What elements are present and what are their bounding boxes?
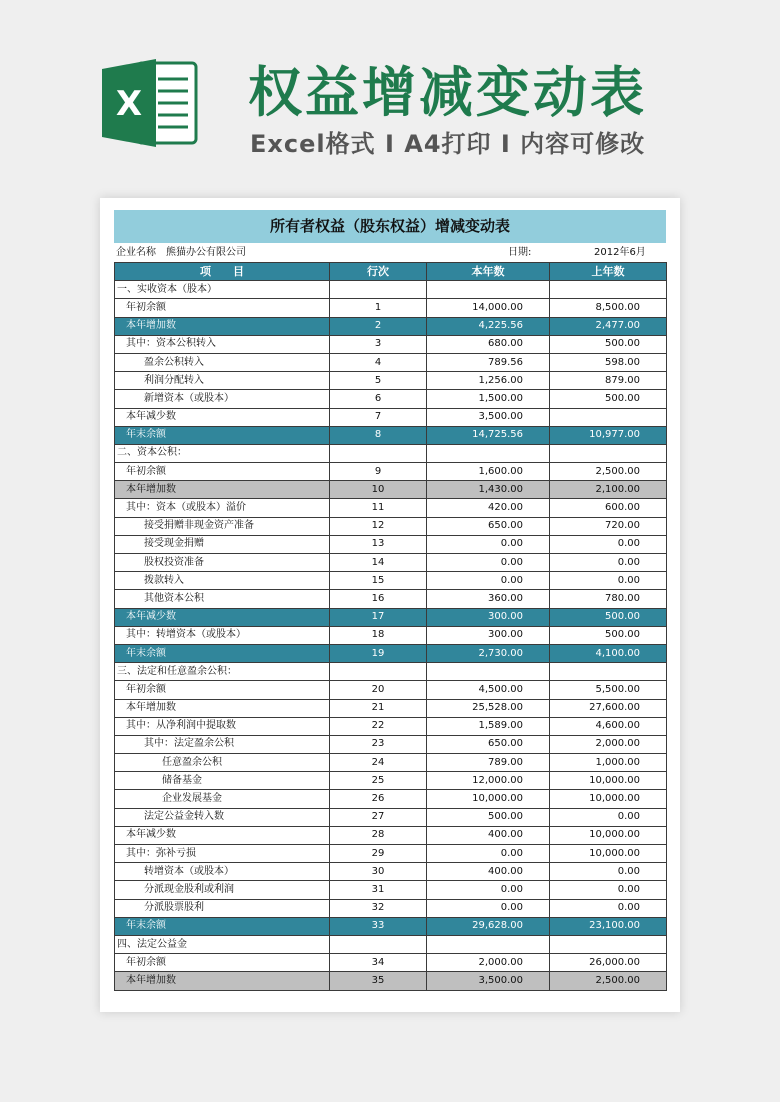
row-item-cell[interactable]: 年初余额: [115, 681, 330, 699]
row-current-cell[interactable]: 500.00: [427, 808, 550, 826]
row-previous-cell[interactable]: 8,500.00: [550, 299, 667, 317]
row-previous-cell[interactable]: 0.00: [550, 881, 667, 899]
logo-letter: X: [115, 84, 143, 124]
table-row: [115, 463, 667, 481]
table-row: [115, 517, 667, 535]
date-label: 日期:: [508, 247, 532, 258]
table-row: [115, 972, 667, 990]
row-current-cell[interactable]: 650.00: [427, 735, 550, 753]
row-previous-cell[interactable]: 0.00: [550, 863, 667, 881]
row-line-cell[interactable]: 18: [330, 626, 427, 644]
row-current-cell[interactable]: 300.00: [427, 608, 550, 626]
row-line-cell[interactable]: 25: [330, 772, 427, 790]
row-current-cell[interactable]: 4,225.56: [427, 317, 550, 335]
row-previous-cell[interactable]: 0.00: [550, 572, 667, 590]
row-current-cell[interactable]: 300.00: [427, 626, 550, 644]
row-line-cell[interactable]: 1: [330, 299, 427, 317]
row-current-cell[interactable]: 680.00: [427, 335, 550, 353]
row-line-cell[interactable]: 19: [330, 644, 427, 662]
row-previous-cell[interactable]: 2,000.00: [550, 735, 667, 753]
row-line-cell[interactable]: 22: [330, 717, 427, 735]
row-current-cell[interactable]: 1,600.00: [427, 463, 550, 481]
row-current-cell[interactable]: 1,589.00: [427, 717, 550, 735]
row-current-cell[interactable]: 25,528.00: [427, 699, 550, 717]
row-line-cell[interactable]: 27: [330, 808, 427, 826]
row-current-cell[interactable]: 0.00: [427, 535, 550, 553]
row-line-cell[interactable]: [330, 281, 427, 299]
row-line-cell[interactable]: 26: [330, 790, 427, 808]
row-previous-cell[interactable]: 2,477.00: [550, 317, 667, 335]
row-item-cell[interactable]: 接受捐赠非现金资产准备: [115, 517, 330, 535]
row-line-cell[interactable]: 10: [330, 481, 427, 499]
row-item-cell[interactable]: 拨款转入: [115, 572, 330, 590]
table-row: [115, 426, 667, 444]
row-previous-cell[interactable]: 500.00: [550, 390, 667, 408]
table-row: [115, 954, 667, 972]
row-item-cell[interactable]: 年初余额: [115, 299, 330, 317]
row-line-cell[interactable]: 30: [330, 863, 427, 881]
row-current-cell[interactable]: 400.00: [427, 863, 550, 881]
table-row: [115, 590, 667, 608]
table-row: [115, 735, 667, 753]
row-previous-cell[interactable]: [550, 663, 667, 681]
col-header-previous: 上年数: [550, 263, 667, 281]
table-row: [115, 681, 667, 699]
table-row: [115, 863, 667, 881]
row-previous-cell[interactable]: 26,000.00: [550, 954, 667, 972]
table-row: [115, 299, 667, 317]
row-previous-cell[interactable]: [550, 444, 667, 462]
row-line-cell[interactable]: 14: [330, 554, 427, 572]
table-row: [115, 481, 667, 499]
row-previous-cell[interactable]: 23,100.00: [550, 917, 667, 935]
row-previous-cell[interactable]: 879.00: [550, 372, 667, 390]
row-line-cell[interactable]: 31: [330, 881, 427, 899]
row-current-cell[interactable]: 1,500.00: [427, 390, 550, 408]
row-line-cell[interactable]: 34: [330, 954, 427, 972]
row-previous-cell[interactable]: 4,100.00: [550, 644, 667, 662]
row-item-cell[interactable]: 分派现金股利或利润: [115, 881, 330, 899]
table-row: [115, 444, 667, 462]
row-item-cell[interactable]: 三、法定和任意盈余公积：: [115, 663, 330, 681]
date-value: 2012年6月: [594, 247, 646, 258]
row-current-cell[interactable]: 0.00: [427, 554, 550, 572]
table-row: [115, 663, 667, 681]
row-line-cell[interactable]: 6: [330, 390, 427, 408]
table-row: [115, 499, 667, 517]
table-row: [115, 772, 667, 790]
row-line-cell[interactable]: 21: [330, 699, 427, 717]
row-previous-cell[interactable]: 0.00: [550, 554, 667, 572]
row-line-cell[interactable]: 7: [330, 408, 427, 426]
row-item-cell[interactable]: 股权投资准备: [115, 554, 330, 572]
row-item-cell[interactable]: 年初余额: [115, 463, 330, 481]
row-item-cell[interactable]: 接受现金捐赠: [115, 535, 330, 553]
sheet-meta: [114, 244, 666, 262]
row-line-cell[interactable]: 13: [330, 535, 427, 553]
row-current-cell[interactable]: 12,000.00: [427, 772, 550, 790]
row-previous-cell[interactable]: 5,500.00: [550, 681, 667, 699]
row-item-cell[interactable]: 其中：资本公积转入: [115, 335, 330, 353]
row-item-cell[interactable]: 储备基金: [115, 772, 330, 790]
row-item-cell[interactable]: 年末余额: [115, 426, 330, 444]
row-previous-cell[interactable]: [550, 408, 667, 426]
row-current-cell[interactable]: 2,730.00: [427, 644, 550, 662]
row-line-cell[interactable]: 29: [330, 845, 427, 863]
table-header-row: [115, 263, 667, 281]
col-header-line: 行次: [330, 263, 427, 281]
table-row: [115, 845, 667, 863]
row-current-cell[interactable]: 1,256.00: [427, 372, 550, 390]
table-row: [115, 644, 667, 662]
company-label: 企业名称: [116, 247, 156, 258]
row-line-cell[interactable]: 16: [330, 590, 427, 608]
row-current-cell[interactable]: 789.00: [427, 754, 550, 772]
row-item-cell[interactable]: 本年减少数: [115, 608, 330, 626]
table-row: [115, 554, 667, 572]
table-row: [115, 699, 667, 717]
row-item-cell[interactable]: 其中：法定盈余公积: [115, 735, 330, 753]
row-item-cell[interactable]: 本年增加数: [115, 699, 330, 717]
row-previous-cell[interactable]: 598.00: [550, 353, 667, 371]
table-row: [115, 717, 667, 735]
row-item-cell[interactable]: 其中：资本（或股本）溢价: [115, 499, 330, 517]
row-item-cell[interactable]: 其中：从净利润中提取数: [115, 717, 330, 735]
row-item-cell[interactable]: 本年减少数: [115, 826, 330, 844]
table-row: [115, 335, 667, 353]
row-previous-cell[interactable]: 10,977.00: [550, 426, 667, 444]
row-item-cell[interactable]: 任意盈余公积: [115, 754, 330, 772]
row-previous-cell[interactable]: 2,500.00: [550, 972, 667, 990]
table-row: [115, 281, 667, 299]
row-current-cell[interactable]: [427, 935, 550, 953]
table-row: [115, 935, 667, 953]
page-header: [0, 0, 780, 200]
table-row: [115, 535, 667, 553]
row-current-cell[interactable]: 0.00: [427, 572, 550, 590]
row-previous-cell[interactable]: 780.00: [550, 590, 667, 608]
row-current-cell[interactable]: 29,628.00: [427, 917, 550, 935]
table-row: [115, 317, 667, 335]
row-current-cell[interactable]: 360.00: [427, 590, 550, 608]
row-item-cell[interactable]: 利润分配转入: [115, 372, 330, 390]
col-header-current: 本年数: [427, 263, 550, 281]
table-row: [115, 390, 667, 408]
row-current-cell[interactable]: 650.00: [427, 517, 550, 535]
row-line-cell[interactable]: 35: [330, 972, 427, 990]
row-item-cell[interactable]: 本年增加数: [115, 481, 330, 499]
page-subtitle: Excel格式 Ⅰ A4打印 Ⅰ 内容可修改: [250, 130, 646, 158]
row-item-cell[interactable]: 分派股票股利: [115, 899, 330, 917]
row-item-cell[interactable]: 四、法定公益金: [115, 935, 330, 953]
row-current-cell[interactable]: 1,430.00: [427, 481, 550, 499]
table-row: [115, 754, 667, 772]
row-previous-cell[interactable]: 10,000.00: [550, 772, 667, 790]
row-current-cell[interactable]: 2,000.00: [427, 954, 550, 972]
row-line-cell[interactable]: 2: [330, 317, 427, 335]
row-item-cell[interactable]: 新增资本（或股本）: [115, 390, 330, 408]
row-previous-cell[interactable]: [550, 281, 667, 299]
row-line-cell[interactable]: [330, 663, 427, 681]
row-line-cell[interactable]: 15: [330, 572, 427, 590]
row-current-cell[interactable]: 420.00: [427, 499, 550, 517]
row-line-cell[interactable]: 32: [330, 899, 427, 917]
row-item-cell[interactable]: 企业发展基金: [115, 790, 330, 808]
row-line-cell[interactable]: 28: [330, 826, 427, 844]
row-previous-cell[interactable]: 600.00: [550, 499, 667, 517]
table-row: [115, 808, 667, 826]
row-item-cell[interactable]: 一、实收资本（股本）: [115, 281, 330, 299]
table-row: [115, 572, 667, 590]
sheet-title: 所有者权益（股东权益）增减变动表: [114, 210, 666, 243]
table-row: [115, 608, 667, 626]
excel-logo-icon: [100, 55, 200, 150]
row-previous-cell[interactable]: 2,100.00: [550, 481, 667, 499]
row-previous-cell[interactable]: 720.00: [550, 517, 667, 535]
row-previous-cell[interactable]: 10,000.00: [550, 845, 667, 863]
col-header-item: 项 目: [115, 263, 330, 281]
spreadsheet: [100, 198, 680, 1012]
row-previous-cell[interactable]: 500.00: [550, 626, 667, 644]
table-row: [115, 826, 667, 844]
table-row: [115, 353, 667, 371]
row-item-cell[interactable]: 年末余额: [115, 917, 330, 935]
row-line-cell[interactable]: 5: [330, 372, 427, 390]
row-line-cell[interactable]: 3: [330, 335, 427, 353]
row-current-cell[interactable]: 14,000.00: [427, 299, 550, 317]
row-current-cell[interactable]: 400.00: [427, 826, 550, 844]
table-body: [115, 281, 667, 990]
row-item-cell[interactable]: 盈余公积转入: [115, 353, 330, 371]
row-current-cell[interactable]: 0.00: [427, 881, 550, 899]
row-current-cell[interactable]: 3,500.00: [427, 972, 550, 990]
table-row: [115, 917, 667, 935]
table-row: [115, 372, 667, 390]
row-line-cell[interactable]: 20: [330, 681, 427, 699]
row-item-cell[interactable]: 本年增加数: [115, 317, 330, 335]
row-item-cell[interactable]: 年末余额: [115, 644, 330, 662]
row-line-cell[interactable]: 17: [330, 608, 427, 626]
row-previous-cell[interactable]: 0.00: [550, 535, 667, 553]
row-current-cell[interactable]: [427, 444, 550, 462]
row-current-cell[interactable]: 10,000.00: [427, 790, 550, 808]
row-current-cell[interactable]: [427, 663, 550, 681]
row-previous-cell[interactable]: 1,000.00: [550, 754, 667, 772]
row-previous-cell[interactable]: 500.00: [550, 608, 667, 626]
row-previous-cell[interactable]: 0.00: [550, 899, 667, 917]
equity-table: [114, 262, 667, 991]
row-current-cell[interactable]: 789.56: [427, 353, 550, 371]
row-line-cell[interactable]: 8: [330, 426, 427, 444]
table-row: [115, 881, 667, 899]
row-line-cell[interactable]: 11: [330, 499, 427, 517]
row-current-cell[interactable]: 0.00: [427, 899, 550, 917]
row-item-cell[interactable]: 其他资本公积: [115, 590, 330, 608]
row-item-cell[interactable]: 本年减少数: [115, 408, 330, 426]
row-previous-cell[interactable]: 27,600.00: [550, 699, 667, 717]
row-item-cell[interactable]: 本年增加数: [115, 972, 330, 990]
table-row: [115, 408, 667, 426]
row-previous-cell[interactable]: 4,600.00: [550, 717, 667, 735]
row-current-cell[interactable]: 14,725.56: [427, 426, 550, 444]
page-title: 权益增减变动表: [248, 61, 647, 124]
row-current-cell[interactable]: 3,500.00: [427, 408, 550, 426]
table-row: [115, 626, 667, 644]
row-line-cell[interactable]: [330, 444, 427, 462]
row-item-cell[interactable]: 其中：转增资本（或股本）: [115, 626, 330, 644]
row-previous-cell[interactable]: [550, 935, 667, 953]
table-row: [115, 899, 667, 917]
row-previous-cell[interactable]: 500.00: [550, 335, 667, 353]
row-line-cell[interactable]: 4: [330, 353, 427, 371]
row-previous-cell[interactable]: 10,000.00: [550, 790, 667, 808]
company-name: 熊猫办公有限公司: [166, 247, 246, 258]
row-current-cell[interactable]: 4,500.00: [427, 681, 550, 699]
row-line-cell[interactable]: 23: [330, 735, 427, 753]
row-item-cell[interactable]: 二、资本公积：: [115, 444, 330, 462]
row-item-cell[interactable]: 转增资本（或股本）: [115, 863, 330, 881]
row-previous-cell[interactable]: 2,500.00: [550, 463, 667, 481]
row-current-cell[interactable]: [427, 281, 550, 299]
row-line-cell[interactable]: 12: [330, 517, 427, 535]
row-item-cell[interactable]: 年初余额: [115, 954, 330, 972]
row-item-cell[interactable]: 法定公益金转入数: [115, 808, 330, 826]
row-current-cell[interactable]: 0.00: [427, 845, 550, 863]
row-line-cell[interactable]: [330, 935, 427, 953]
row-line-cell[interactable]: 24: [330, 754, 427, 772]
row-previous-cell[interactable]: 0.00: [550, 808, 667, 826]
row-line-cell[interactable]: 33: [330, 917, 427, 935]
row-item-cell[interactable]: 其中：弥补亏损: [115, 845, 330, 863]
table-row: [115, 790, 667, 808]
row-previous-cell[interactable]: 10,000.00: [550, 826, 667, 844]
row-line-cell[interactable]: 9: [330, 463, 427, 481]
